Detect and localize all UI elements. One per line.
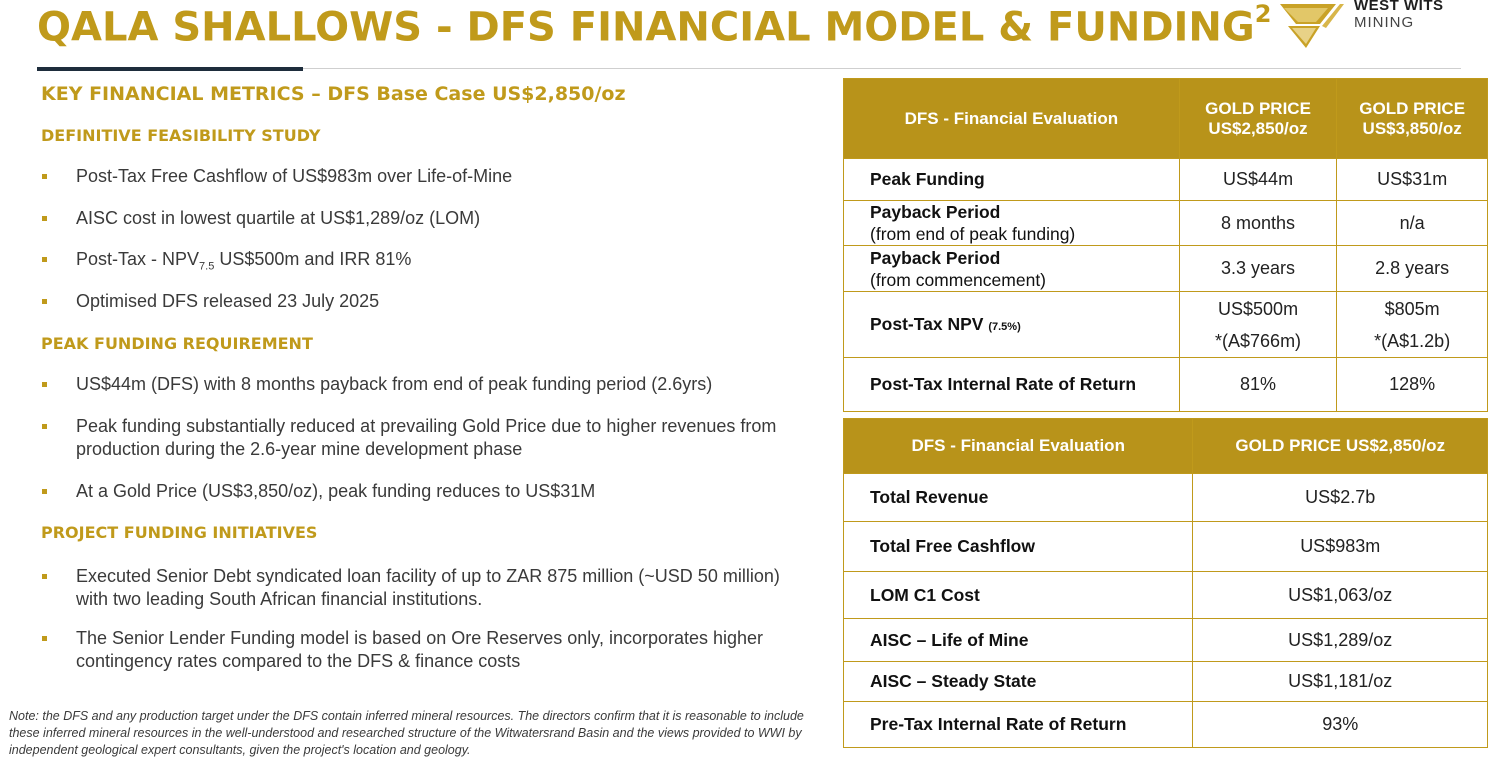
table-header-cell: GOLD PRICE US$2,850/oz bbox=[1193, 419, 1488, 474]
company-logo bbox=[1276, 0, 1486, 52]
page-title: QALA SHALLOWS - DFS FINANCIAL MODEL & FUNDING$^2$ bbox=[37, 0, 1272, 51]
table-header-cell: GOLD PRICE US$2,850/oz bbox=[1179, 79, 1337, 159]
table-row: Payback Period (from end of peak funding) 8 months n/a bbox=[844, 201, 1488, 246]
bullet-square-icon bbox=[42, 636, 47, 641]
bullet-square-icon bbox=[42, 382, 47, 387]
bullet-square-icon bbox=[42, 216, 47, 221]
section-heading-funding-initiatives: PROJECT FUNDING INITIATIVES bbox=[41, 523, 318, 542]
key-metrics-heading: KEY FINANCIAL METRICS – DFS Base Case US$2,850/oz bbox=[41, 83, 626, 105]
table-row: Total Free Cashflow US$983m bbox=[844, 522, 1488, 572]
table-row: Post-Tax Internal Rate of Return 81% 128% bbox=[844, 358, 1488, 412]
table-row: AISC – Life of Mine US$1,289/oz bbox=[844, 619, 1488, 662]
table-row: Payback Period (from commencement) 3.3 years 2.8 years bbox=[844, 246, 1488, 292]
bullet-square-icon bbox=[42, 299, 47, 304]
table-header-cell: GOLD PRICE US$3,850/oz bbox=[1337, 79, 1488, 159]
table-header-cell: DFS - Financial Evaluation bbox=[844, 79, 1180, 159]
table-row: Peak Funding US$44m US$31m bbox=[844, 159, 1488, 201]
table-row: LOM C1 Cost US$1,063/oz bbox=[844, 572, 1488, 619]
logo-line-2: MINING bbox=[1354, 14, 1415, 31]
table-row: Post-Tax NPV (7.5%) US$500m *(A$766m) $805m *(A$1.2b) bbox=[844, 292, 1488, 358]
table-row: Total Revenue US$2.7b bbox=[844, 474, 1488, 522]
table-header-cell: DFS - Financial Evaluation bbox=[844, 419, 1193, 474]
logo-line-1: WEST WITS bbox=[1354, 0, 1444, 14]
title-underline bbox=[303, 68, 1461, 69]
bullet-square-icon bbox=[42, 489, 47, 494]
bullet-square-icon bbox=[42, 424, 47, 429]
section-heading-peak-funding: PEAK FUNDING REQUIREMENT bbox=[41, 334, 313, 353]
financial-evaluation-table-2 bbox=[843, 418, 1488, 748]
table-row: AISC – Steady State US$1,181/oz bbox=[844, 662, 1488, 702]
bullet-square-icon bbox=[42, 174, 47, 179]
title-underline-accent bbox=[37, 67, 303, 71]
financial-evaluation-table-1 bbox=[843, 78, 1488, 412]
bullet-square-icon bbox=[42, 574, 47, 579]
bullet-square-icon bbox=[42, 257, 47, 262]
footnote: Note: the DFS and any production target under the DFS contain inferred mineral resources. The directors confirm that it is reasonable to include these inferred mineral resources in the well-understood and researched structure of the Witwatersrand Basin and the views provided to WWI by independent geological expert consultants, given the project's location and geology. bbox=[9, 709, 804, 757]
title-superscript: 2 bbox=[1254, 0, 1272, 28]
logo-mark-icon bbox=[1276, 0, 1346, 52]
section-heading-dfs: DEFINITIVE FEASIBILITY STUDY bbox=[41, 126, 321, 145]
table-row: Pre-Tax Internal Rate of Return 93% bbox=[844, 702, 1488, 748]
